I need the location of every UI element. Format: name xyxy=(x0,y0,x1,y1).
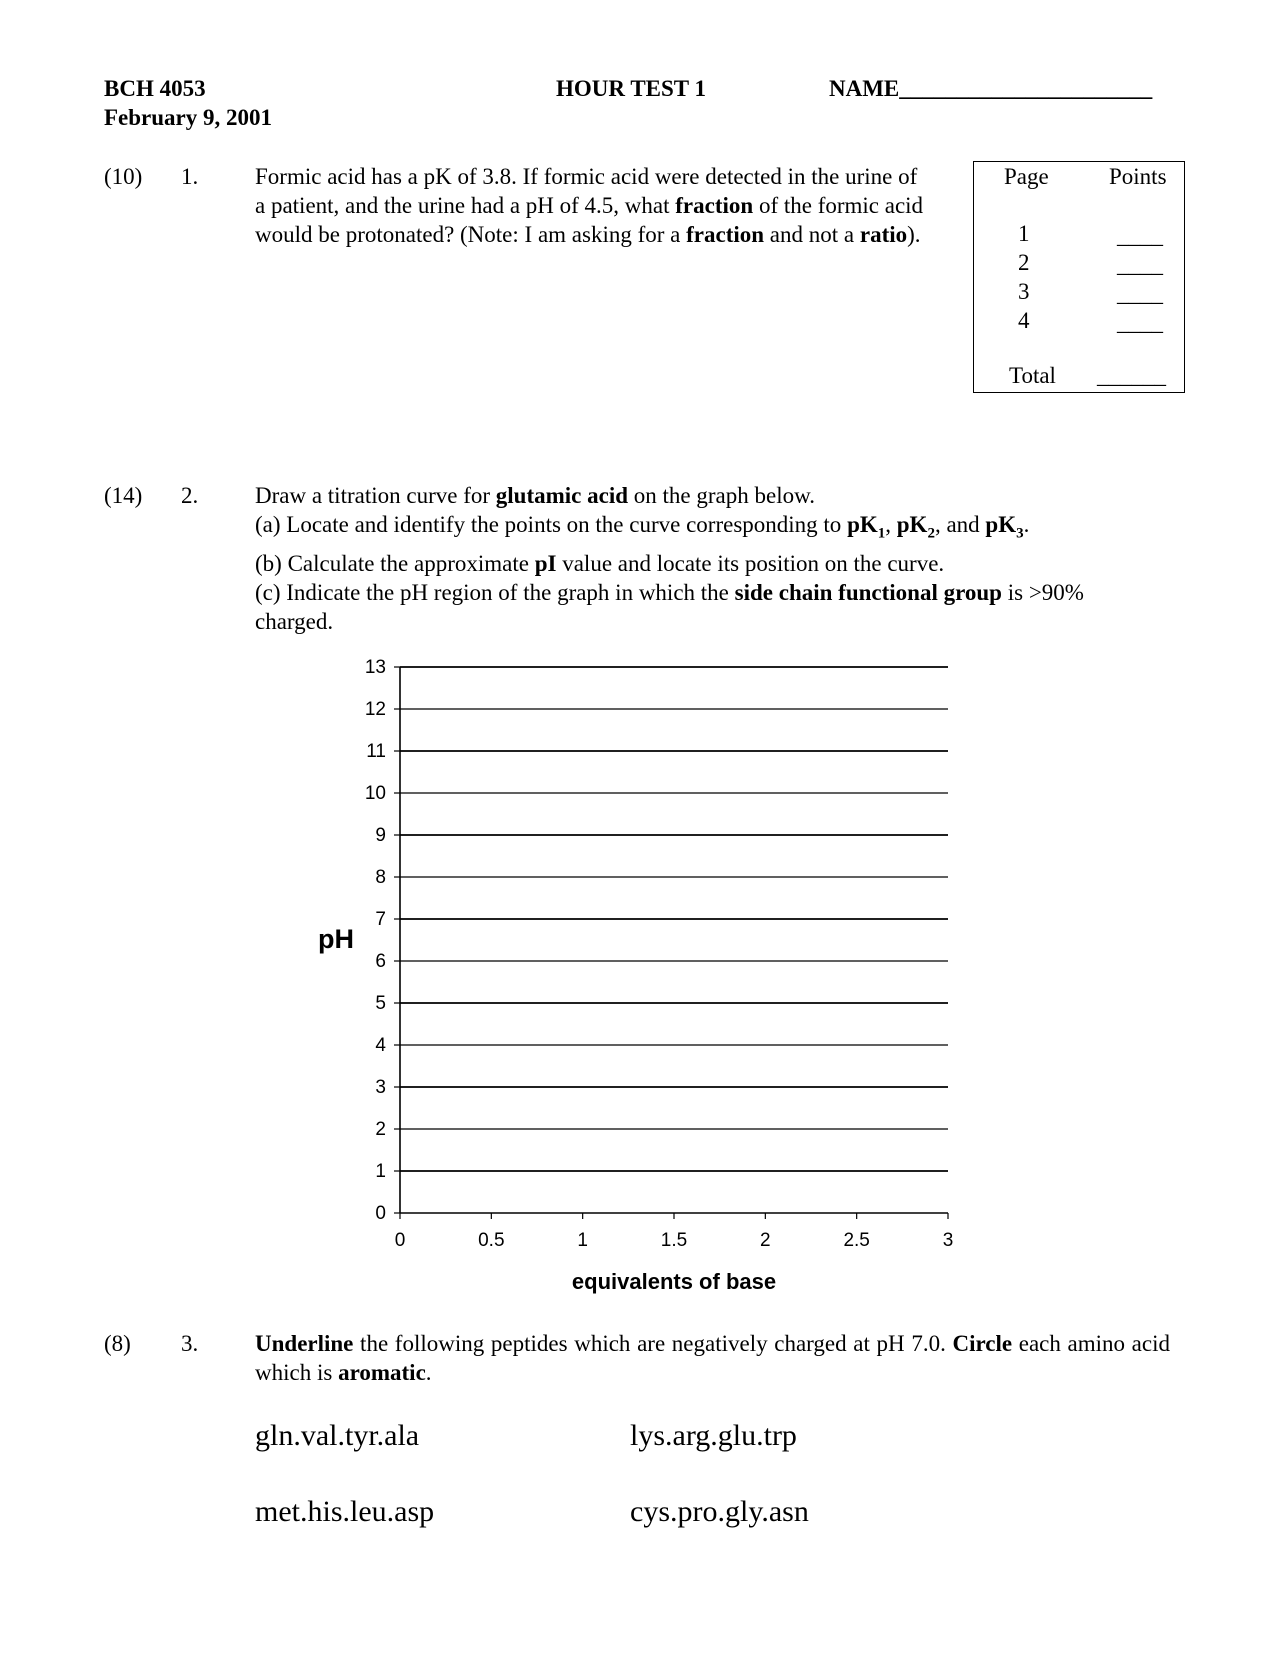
emphasis-text: fraction xyxy=(675,193,754,218)
x-tick-label: 1.5 xyxy=(660,1230,688,1251)
score-total-blank[interactable]: ______ xyxy=(1097,363,1166,388)
score-page-number: 1 xyxy=(1018,221,1030,246)
score-table xyxy=(973,161,1185,393)
titration-chart[interactable] xyxy=(300,650,980,1310)
q2-part-b: (b) Calculate the approximate pI value and locate its position on the curve. xyxy=(255,550,945,576)
test-date: February 9, 2001 xyxy=(104,105,273,130)
y-tick-label: 3 xyxy=(375,1077,386,1098)
score-page-number: 3 xyxy=(1018,279,1030,304)
y-tick-label: 1 xyxy=(375,1161,386,1182)
q1-number: 1. xyxy=(181,164,199,189)
q3-number: 3. xyxy=(181,1331,199,1356)
q2-text xyxy=(255,481,1125,636)
y-tick-label: 8 xyxy=(375,867,386,888)
x-tick-label: 1 xyxy=(577,1230,588,1251)
name-blank[interactable]: ______________________ xyxy=(899,76,1153,101)
score-points-blank[interactable]: ____ xyxy=(1117,223,1163,248)
score-page-number: 2 xyxy=(1018,250,1030,275)
y-tick-label: 9 xyxy=(375,825,386,846)
q2-number: 2. xyxy=(181,483,199,508)
score-total-label: Total xyxy=(1009,363,1056,388)
name-label: NAME xyxy=(829,76,900,101)
x-tick-label: 2 xyxy=(760,1230,771,1251)
q2-part-a: (a) Locate and identify the points on the curve corresponding to $pK_1$, $pK_2$, and $pK_3$. xyxy=(255,512,1030,542)
score-col-points: Points xyxy=(1109,164,1167,189)
y-tick-label: 12 xyxy=(364,699,386,720)
x-tick-label: 0.5 xyxy=(478,1230,505,1251)
name-field[interactable] xyxy=(829,74,1152,103)
x-tick-label: 2.5 xyxy=(843,1230,870,1251)
emphasis-text: ratio xyxy=(859,222,908,247)
q1-text: Formic acid has a pK of 3.8. If formic acid were detected in the urine of a patient, and the urine had a pH of 4.5, what fraction of the formic acid would be protonated? (Note: I am asking for a fraction and not a ratio). xyxy=(255,164,924,247)
score-points-blank[interactable]: ____ xyxy=(1117,252,1163,277)
x-axis-title: equivalents of base xyxy=(571,1269,777,1294)
y-tick-label: 6 xyxy=(375,951,386,972)
score-points-blank[interactable]: ____ xyxy=(1117,281,1163,306)
peptide-item[interactable]: cys.pro.gly.asn xyxy=(630,1495,809,1528)
test-title: HOUR TEST 1 xyxy=(556,76,706,101)
score-col-page: Page xyxy=(1004,164,1049,189)
y-tick-label: 4 xyxy=(375,1035,386,1056)
y-tick-label: 13 xyxy=(364,657,386,678)
peptide-item[interactable]: met.his.leu.asp xyxy=(255,1495,435,1528)
y-tick-label: 11 xyxy=(366,741,386,762)
q2-line-1: Draw a titration curve for glutamic acid on the graph below. xyxy=(255,483,815,508)
y-axis-title: pH xyxy=(318,924,354,954)
peptide-item[interactable]: gln.val.tyr.ala xyxy=(255,1419,420,1452)
peptide-item[interactable]: lys.arg.glu.trp xyxy=(630,1419,797,1452)
course-code: BCH 4053 xyxy=(104,76,206,101)
q2-points: (14) xyxy=(104,483,143,508)
y-tick-label: 5 xyxy=(375,993,386,1014)
score-points-blank[interactable]: ____ xyxy=(1117,310,1163,335)
emphasis-text: fraction xyxy=(686,222,765,247)
q3-points: (8) xyxy=(104,1331,131,1356)
q1-points: (10) xyxy=(104,164,143,189)
q2-part-c: (c) Indicate the pH region of the graph in which the side chain functional group is >90% charged. xyxy=(255,579,1084,634)
y-tick-label: 7 xyxy=(375,909,386,930)
y-tick-label: 2 xyxy=(375,1119,386,1140)
x-tick-label: 3 xyxy=(942,1230,954,1251)
score-page-number: 4 xyxy=(1018,308,1030,333)
q3-text: Underline the following peptides which are negatively charged at pH 7.0. Circle each amino acid which is aromatic. xyxy=(255,1331,1170,1385)
y-tick-label: 0 xyxy=(375,1203,386,1224)
y-tick-label: 10 xyxy=(364,783,386,804)
x-tick-label: 0 xyxy=(394,1230,406,1251)
